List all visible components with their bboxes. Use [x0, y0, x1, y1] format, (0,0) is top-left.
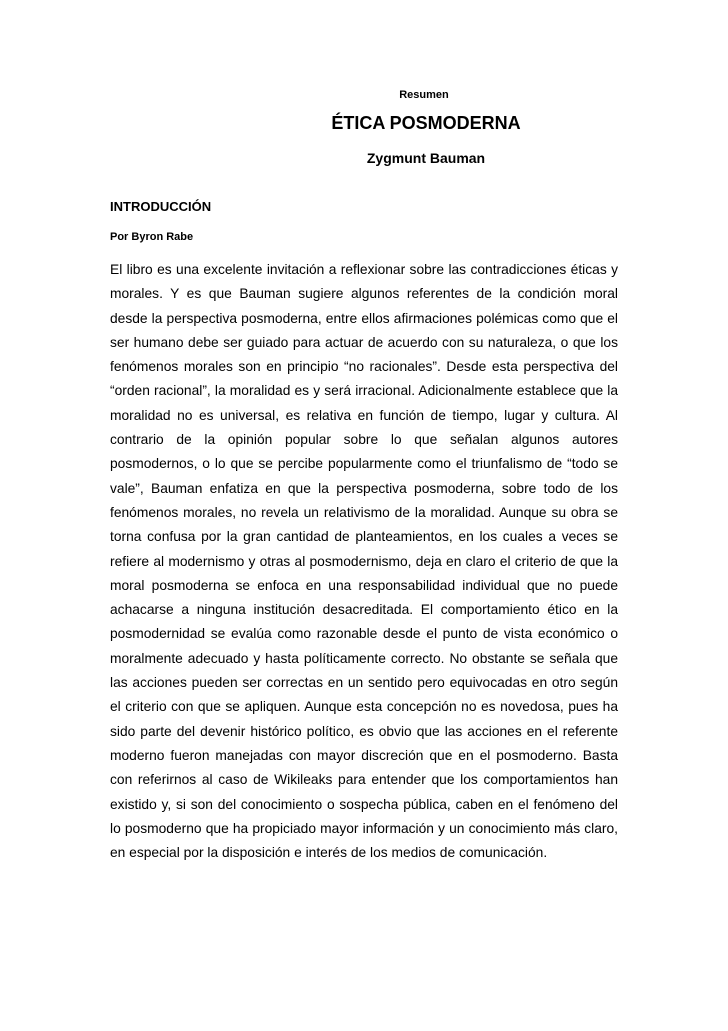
- document-author: Zygmunt Bauman: [366, 150, 486, 166]
- document-title: ÉTICA POSMODERNA: [331, 113, 521, 133]
- section-title: INTRODUCCIÓN: [110, 199, 212, 214]
- body-paragraph: El libro es una excelente invitación a reflexionar sobre las contradicciones éticas y morales. Y es que Bauman sugiere algunos referentes de la condición moral desde la perspectiva posmoderna, entre ellos afirmaciones polémicas como que el ser humano debe ser guiado para actuar de acuerdo con su naturaleza, o que los fenómenos morales son en principio “no racionales”. Desde esta perspectiva del “orden racional”, la moralidad es y será irracional. Adicionalmente establece que la moralidad no es universal, es relativa en función de tiempo, lugar y cultura. Al contrario de la opinión popular sobre lo que señalan algunos autores posmodernos, o lo que se percibe popularmente como el triunfalismo de “todo se vale”, Bauman enfatiza en que la perspectiva posmoderna, sobre todo de los fenómenos morales, no revela un relativismo de la moralidad. Aunque su obra se torna confusa por la gran cantidad de planteamientos, en los cuales a veces se refiere al modernismo y otras al posmodernismo, deja en claro el criterio de que la moral posmoderna se enfoca en una responsabilidad individual que no puede achacarse a ninguna institución desacreditada. El comportamiento ético en la posmodernidad se evalúa como razonable desde el punto de vista económico o moralmente adecuado y hasta políticamente correcto. No obstante se señala que las acciones pueden ser correctas en un sentido pero equivocadas en otro según el criterio con que se apliquen. Aunque esta concepción no es novedosa, pues ha sido parte del devenir histórico político, es obvio que las acciones en el referente moderno fueron manejadas con mayor discreción que en el posmoderno. Basta con referirnos al caso de Wikileaks para entender que los comportamientos han existido y, si son del conocimiento o sospecha pública, caben en el fenómeno del lo posmoderno que ha propiciado mayor información y un conocimiento más claro, en especial por la disposición e interés de los medios de comunicación.: [110, 262, 618, 861]
- document-kicker: Resumen: [399, 89, 449, 101]
- byline: Por Byron Rabe: [110, 231, 194, 243]
